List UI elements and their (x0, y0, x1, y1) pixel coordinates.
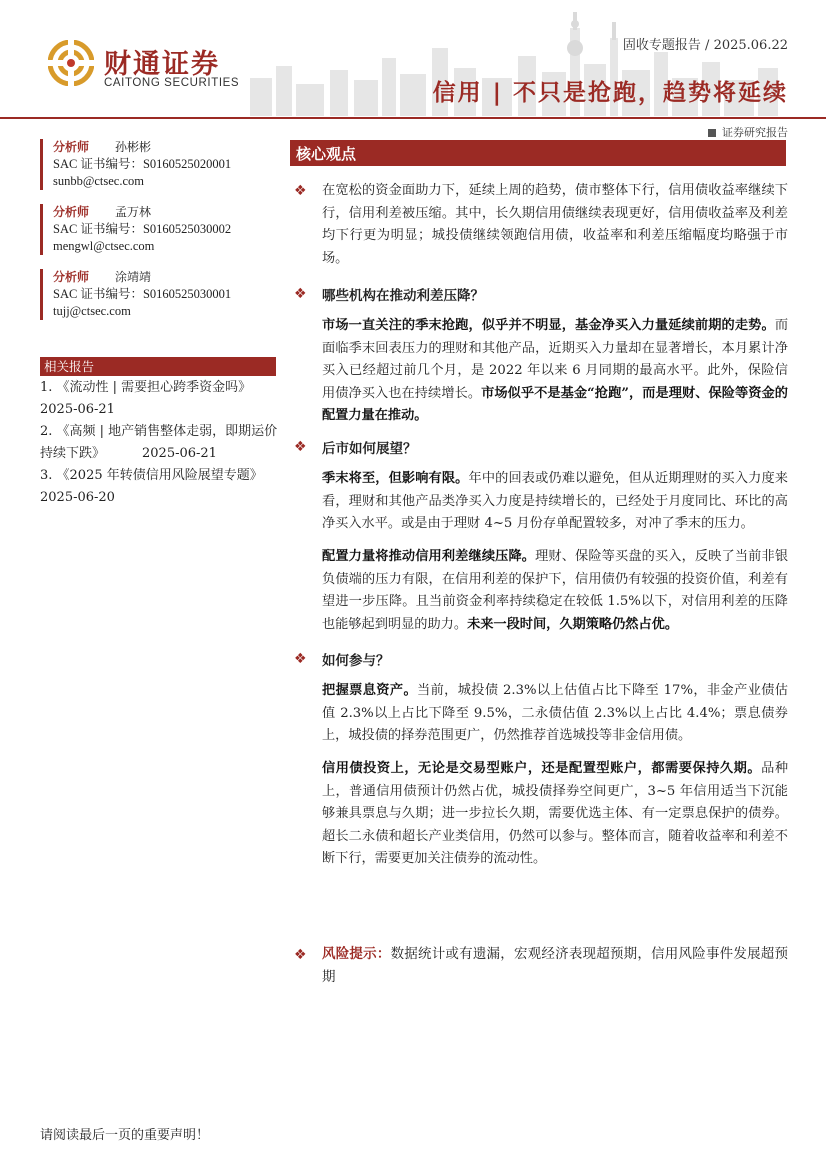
emphasis: 未来一段时间，久期策略仍然占优。 (467, 616, 679, 632)
analyst-card (40, 269, 289, 320)
report-header (0, 0, 826, 120)
diamond-bullet-icon: ❖ (294, 183, 307, 199)
analyst-name: 孟万林 (115, 205, 152, 219)
footer-disclaimer-note: 请阅读最后一页的重要声明！ (40, 1128, 210, 1143)
analyst-name: 涂靖靖 (115, 270, 152, 284)
emphasis: 把握票息资产。 (322, 683, 418, 698)
diamond-bullet-icon: ❖ (294, 439, 307, 455)
analyst-sac: SAC 证书编号：S0160525020001 (53, 157, 232, 171)
related-reports-title: 相关报告 (40, 357, 276, 376)
analyst-card (40, 204, 289, 255)
header-divider (0, 117, 826, 119)
paragraph (322, 680, 788, 748)
related-report-text[interactable]: 2. 《高频 | 地产销售整体走弱，即期运价持续下跌》 (40, 424, 278, 461)
report-type-date: 固收专题报告 / 2025.06.22 (622, 38, 788, 53)
analyst-card (40, 139, 289, 190)
text: 理财、保险等买盘的买入，反映了当前非银负债端的压力有限，在信用利差的保护下，信用债仍有较强的投资价值，利差有望进一步压降。且当前资金利率持续稳定在较低 1.5%以下，对信用利差的压降也能够起到明显的助力。 (322, 549, 789, 632)
research-tag-label: 证券研究报告 (722, 126, 788, 139)
analyst-name: 孙彬彬 (115, 140, 152, 154)
analyst-email[interactable]: sunbb@ctsec.com (53, 174, 145, 188)
diamond-bullet-icon: ❖ (294, 947, 307, 963)
section-question: 哪些机构在推动利差压降？ (322, 288, 484, 304)
diamond-bullet-icon: ❖ (294, 651, 307, 667)
analyst-email[interactable]: mengwl@ctsec.com (53, 239, 155, 253)
related-report-date: 2025-06-20 (40, 490, 115, 505)
risk-label: 风险提示： (322, 946, 391, 962)
caitong-logo-icon (48, 40, 94, 86)
analyst-sac: SAC 证书编号：S0160525030002 (53, 222, 232, 236)
emphasis: 市场一直关注的季末抢跑，似乎并不明显，基金净买入力量延续前期的走势。 (322, 318, 775, 333)
section-question: 如何参与？ (322, 653, 390, 669)
square-bullet-icon (708, 129, 716, 137)
related-report-date: 2025-06-21 (142, 446, 217, 461)
analyst-email[interactable]: tujj@ctsec.com (53, 304, 131, 318)
core-views-title: 核心观点 (296, 145, 357, 163)
research-report-tag (708, 124, 788, 140)
analyst-sac: SAC 证书编号：S0160525030001 (53, 287, 232, 301)
report-title: 信用 | 不只是抢跑，趋势将延续 (432, 80, 788, 106)
paragraph (322, 758, 788, 871)
text: 品种上，普通信用债预计仍然占优，城投债择券空间更广，3~5 年信用适当下沉能够兼具票息与久期；进一步拉长久期，需要优选主体、有一定票息保护的债券。超长二永债和超长产业类信用，仍然可以参与。整体而言，随着收益率和利差不断下行，需要更加关注债券的流动性。 (322, 761, 789, 867)
logo-english-name: CAITONG SECURITIES (104, 77, 240, 89)
analyst-role: 分析师 (53, 270, 90, 284)
emphasis: 市场似乎不是基金“抢跑”，而是理财、保险等资金的配置力量在推动。 (322, 385, 788, 424)
emphasis: 季末将至，但影响有限。 (322, 471, 469, 486)
paragraph (322, 546, 788, 636)
core-views-bar (290, 140, 786, 166)
paragraph (322, 468, 788, 536)
related-report-date: 2025-06-21 (40, 402, 115, 417)
paragraph (322, 315, 788, 428)
related-report-item[interactable] (40, 421, 280, 465)
text: 而面临季末回表压力的理财和其他产品，近期买入力量却在显著增长，本月累计净买入已经超过前几个月，是 2022 年以来 6 月同期的最高水平。此外，保险信用债净买入也在持续增长。 (322, 318, 788, 401)
related-report-text[interactable]: 3. 《2025 年转债信用风险展望专题》 (40, 468, 263, 483)
emphasis: 信用债投资上，无论是交易型账户，还是配置型账户，都需要保持久期。 (322, 761, 762, 776)
related-report-item[interactable] (40, 465, 280, 509)
analyst-role: 分析师 (53, 205, 90, 219)
analyst-role: 分析师 (53, 140, 90, 154)
logo-chinese-name: 财通证券 (104, 49, 220, 80)
text: 当前，城投债 2.3%以上估值占比下降至 17%，非金产业债估值 2.3%以上占比下降至 9.5%，二永债估值 2.3%以上占比 4.4%；票息债券上，城投债的择券范围更广，仍然推荐首选城投等非金信用债。 (322, 683, 788, 744)
text: 年中的回表或仍难以避免，但从近期理财的买入力度来看，理财和其他产品类净买入力度是持续增长的，已经处于月度同比、环比的高净买入水平。或是由于理财 4~5 月份存单配置较多，对冲了季末的压力。 (322, 471, 788, 532)
emphasis: 配置力量将推动信用利差继续压降。 (322, 549, 536, 564)
intro-paragraph: 在宽松的资金面助力下，延续上周的趋势，债市整体下行，信用债收益率继续下行，信用利差被压缩。其中，长久期信用债继续表现更好，信用债收益率及利差均下行更为明显；城投债继续领跑信用债，收益率和利差压缩幅度均略强于市场。 (322, 183, 788, 266)
related-report-item[interactable] (40, 377, 280, 421)
risk-text: 数据统计或有遗漏，宏观经济表现超预期，信用风险事件发展超预期 (322, 946, 789, 985)
related-report-text[interactable]: 1. 《流动性 | 需要担心跨季资金吗》 (40, 380, 252, 395)
risk-warning (322, 943, 788, 989)
diamond-bullet-icon: ❖ (294, 286, 307, 302)
section-question: 后市如何展望？ (322, 441, 417, 457)
